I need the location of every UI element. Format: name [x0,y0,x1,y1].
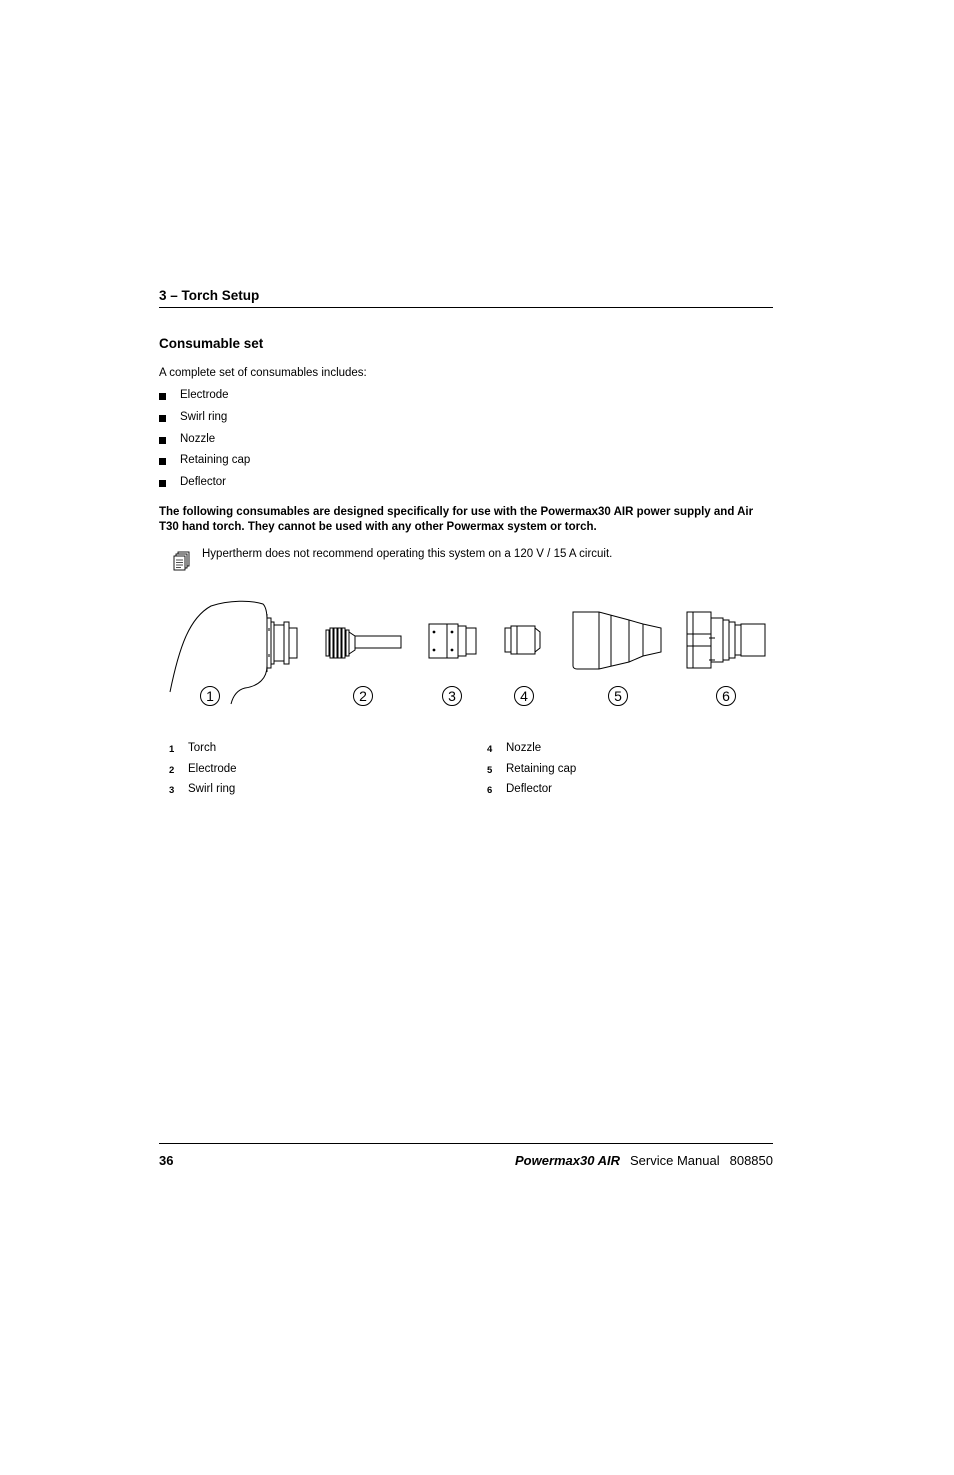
bullet-square-icon [159,458,166,465]
product-name: Powermax30 AIR [514,1153,620,1168]
list-item: Deflector [159,476,250,498]
legend-number: 6 [487,785,493,796]
deflector-drawing [687,612,765,668]
list-item: Swirl ring [159,411,250,433]
list-item: Nozzle [159,433,250,455]
legend-label: Torch [188,742,217,754]
consumables-figure [159,598,774,710]
bullet-square-icon [159,480,166,487]
bullet-square-icon [159,415,166,422]
section-title: Consumable set [159,336,264,351]
legend-number: 2 [169,765,175,776]
callout-number: 4 [520,688,528,704]
bullet-square-icon [159,437,166,444]
callout-number: 1 [206,688,214,704]
document-type: Service Manual [630,1153,720,1168]
footer-info [515,1153,773,1168]
legend-number: 5 [487,765,493,776]
legend-number: 3 [169,785,175,796]
legend-label: Electrode [188,763,237,775]
note-pages-icon [172,551,190,573]
intro-text: A complete set of consumables includes: [159,367,367,379]
note-text: Hypertherm does not recommend operating this system on a 120 V / 15 A circuit. [202,548,613,560]
compatibility-warning: The following consumables are designed specifically for use with the Powermax30 AIR power supply and Air T30 hand torch. They cannot be used with any other Powermax system or torch. [159,506,754,533]
callout-number: 6 [722,688,730,704]
callout-number: 5 [614,688,622,704]
page-number: 36 [159,1153,174,1168]
callout-number: 3 [448,688,456,704]
torch-drawing [170,601,297,704]
legend-label: Retaining cap [506,763,577,775]
legend-label: Swirl ring [188,783,236,795]
swirl-ring-drawing [429,624,476,658]
legend-label: Nozzle [506,742,542,754]
retaining-cap-drawing [573,612,661,669]
legend-label: Deflector [506,783,553,795]
consumables-list [159,389,250,498]
footer-rule [159,1143,773,1144]
nozzle-drawing [505,626,540,654]
header-rule [159,307,773,308]
bullet-square-icon [159,393,166,400]
list-item: Electrode [159,389,250,411]
legend-number: 4 [487,744,493,755]
electrode-drawing [326,628,401,658]
part-number: 808850 [729,1153,773,1168]
list-item: Retaining cap [159,454,250,476]
callout-number: 2 [359,688,367,704]
chapter-heading: 3 – Torch Setup [159,288,260,303]
legend-number: 1 [169,744,175,755]
